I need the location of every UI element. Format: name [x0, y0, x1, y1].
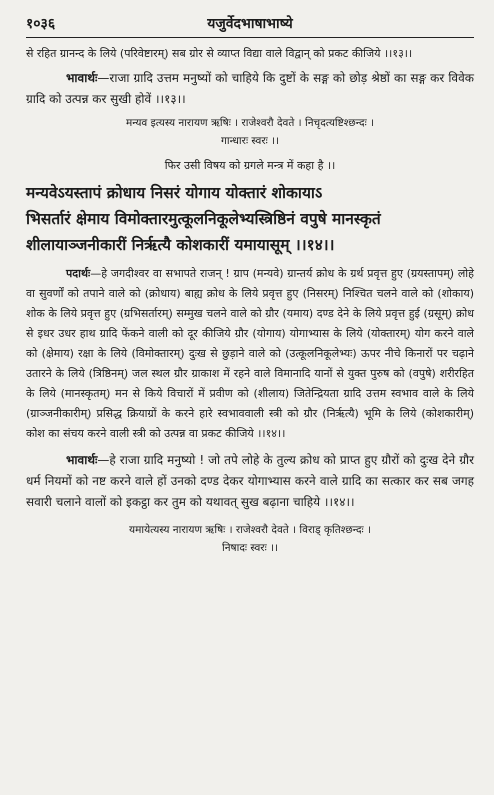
page-header: [26, 14, 474, 33]
padarth-14: [26, 264, 474, 444]
continued-paragraph: से रहित ग्रानन्द के लिये (परिवेष्टारम्) सब ग्रोर से व्याप्त विद्या वाले विद्वान् को प्रकट कीजिये ।।१३।।: [26, 47, 413, 60]
bhavarth-14: [26, 450, 474, 513]
bhavarth-14-label: भावार्थः: [66, 453, 98, 467]
bhavarth-13-label: भावार्थः: [66, 71, 98, 85]
padarth-label: पदार्थः: [66, 267, 91, 280]
rishi-devata-14: [26, 114, 474, 150]
rishi-devata-15: [26, 521, 474, 557]
bhavarth-14-text: —हे राजा ग्रादि मनुष्यो ! जो तपे लोहे के तुल्य क्रोध को प्राप्त हुए ग्रौरों को दुःख देने ग्रौर धर्म नियमों को नष्ट करने वाले हों उनको दण्ड देकर योगाभ्यास करने वाले ग्रादि का सत्कार कर सब जगह सवारी चलाने वालों को इकट्ठा कर तुम को यथावत् सुख बढ़ाना चाहिये ।।१४।।: [26, 453, 474, 509]
header-rule: [26, 37, 474, 38]
mantra-line-1: मन्यवेऽयस्तापं क्रोधाय निसरं योगाय योक्तारं शोकायाऽ: [26, 184, 323, 202]
mantra-intro: फिर उसी विषय को ग्रगले मन्त्र में कहा है ।।: [164, 159, 336, 172]
mantra-line-3: शीलायाञ्जनीकारीं निर्ऋत्यै कोशकारीं यमायासूम् ।।१४।।: [26, 236, 335, 254]
rishi-15-line2: निषादः स्वरः ।।: [221, 542, 278, 554]
mantra-line-2: भिसर्तारं क्षेमाय विमोक्तारमुत्कूलनिकूलेभ्यस्त्रिष्ठिनं वपुषे मानस्कृतं: [26, 210, 381, 228]
rishi-15-line1: यमायेत्यस्य नारायण ऋषिः । राजेश्वरौ देवते । विराड् कृतिश्छन्दः ।: [128, 524, 371, 536]
padarth-text: —हे जगदीश्वर वा सभापते राजन् ! ग्राप (मन्यवे) ग्रान्तर्य क्रोध के ग्रर्थ प्रवृत्त हुए (ग्रयस्तापम्) लोहे वा सुवर्णों को तपाने वाले को (क्रोधाय) बाह्य क्रोध के लिये प्रवृत्त हुए (निसरम्) निश्चित चलने वाले को (शोकाय) शोक के लिये प्रवृत्त हुए (ग्रभिसर्तारम्) सम्मुख चलने वाले को ग्रौर (यमाय) दण्ड देने के लिये प्रवृत्त हुई (ग्रसूम्) क्रोध से इधर उधर हाथ ग्रादि फेंकने वाली को दूर कीजिये ग्रौर (योगाय) योगाभ्यास के लिये (योक्तारम्) योग करने वाले को (क्षेमाय) रक्षा के लिये (विमोक्तारम्) दुःख से छुड़ाने वाले को (उत्कूलनिकूलेभ्यः) ऊपर नीचे किनारों पर चढ़ाने उतारने के लिये (त्रिष्ठिनम्) जल स्थल ग्रौर ग्राकाश में रहने वाले विमानादि यानों से युक्त पुरुष को (वपुषे) शरीरहित के लिये (मानस्कृतम्) मन से किये विचारों में प्रवीण को (शीलाय) जितेन्द्रियता ग्रादि उत्तम स्वभाव वाले के लिये (ग्राञ्जनीकारीम्) प्रसिद्ध क्रियाग्रों के करने हारे स्वभाववाली स्त्री को ग्रौर (निर्ऋत्यै) भूमि के लिये (कोशकारीम्) कोश का संचय करने वाली स्त्री को उत्पन्न वा प्रकट कीजिये ।।१४।।: [26, 267, 474, 440]
page-number: १०३६: [26, 16, 56, 32]
running-title: यजुर्वेदभाषाभाष्ये: [207, 16, 293, 32]
rishi-14-line1: मन्यव इत्यस्य नारायण ऋषिः । राजेश्वरौ देवते । निचृदत्यष्टिश्छन्दः ।: [125, 117, 375, 129]
mantra-14: [26, 180, 474, 258]
rishi-14-line2: गान्धारः स्वरः ।।: [220, 135, 280, 147]
bhavarth-13-text: —राजा ग्रादि उत्तम मनुष्यों को चाहिये कि दुष्टों के सङ्ग को छोड़ श्रेष्ठों का सङ्ग कर विवेक ग्रादि को उत्पन्न कर सुखी होवें ।।१३।।: [26, 71, 474, 106]
bhavarth-13: [26, 68, 474, 110]
